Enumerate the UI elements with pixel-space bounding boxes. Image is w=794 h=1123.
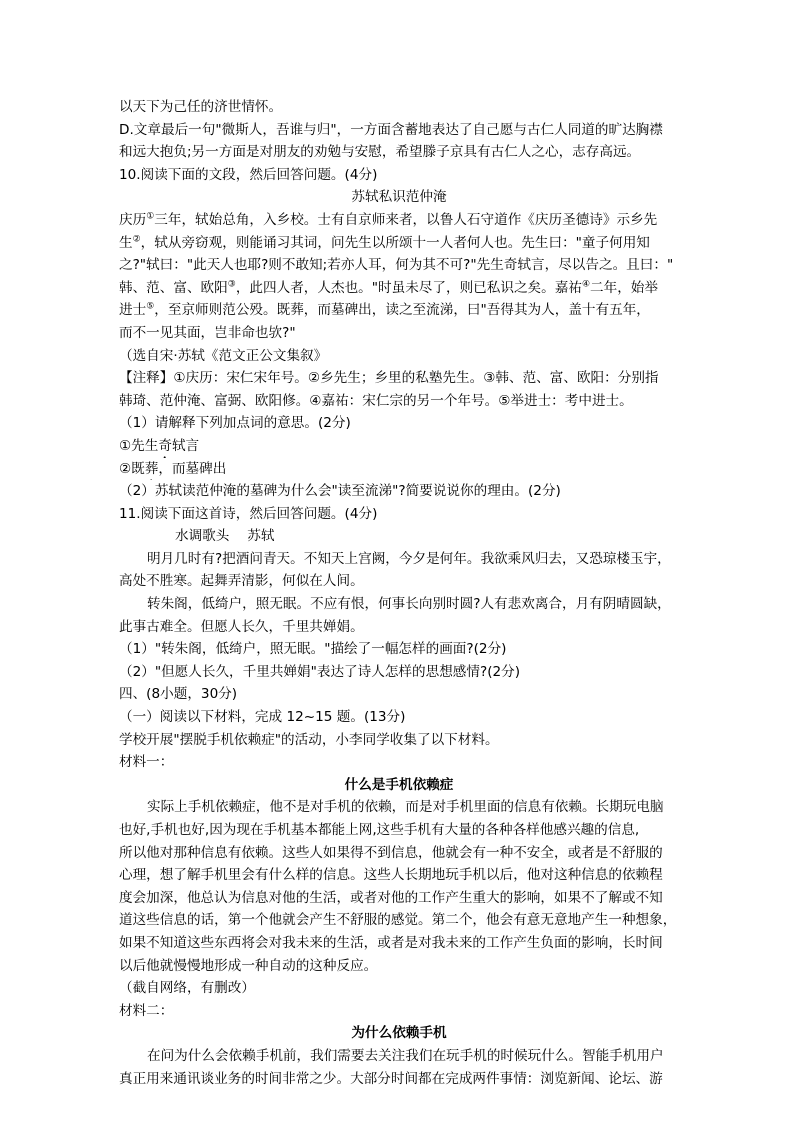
material-line: 道这些信息的话，第一个他就会产生不舒服的感觉。第二个，他会有意无意地产生一种想象， [119,912,677,929]
material-title: 为什么依赖手机 [351,1025,447,1042]
footnote-mark: ① [146,211,155,222]
material-line: 如果不知道这些东西将会对我未来的生活，或者是对我未来的工作产生负面的影响，长时间 [119,934,663,951]
text-line: 和远大抱负;另一方面是对朋友的劝勉与安慰，希望滕子京具有古仁人之心，志存高远。 [119,144,641,161]
material-label: 材料一： [119,754,174,771]
text-span: ，此四人者，人杰也。"时虽未尽了，则已私识之矣。嘉祐 [235,279,582,296]
text-span: 庆历 [119,211,147,228]
passage-line [119,209,679,232]
poem-line: 转朱阁，低绮户，照无眠。不应有恨，何事长向别时圆?人有悲欢离合，月有阴晴圆缺， [147,596,671,613]
footnote-mark: ③ [227,279,236,290]
text-span: ，至京师则范公殁。既葬，而墓碑出，读之至流涕，曰"吾得其为人，盖十有五年， [154,302,650,319]
text-line: 以天下为己任的济世情怀。 [119,99,283,115]
document-page [119,96,679,1090]
source-note: （选自宋·苏轼《范文正公文集叙》 [119,347,328,364]
poem-line: 高处不胜寒。起舞弄清影，何似在人间。 [119,573,364,590]
text-span: ②既 [119,460,145,477]
source-note: （截自网络，有删改） [119,980,255,997]
footnote-mark: ④ [581,279,591,290]
text-span: 生 [119,234,133,251]
text-line: D.文章最后一句"微斯人，吾谁与归"，一方面含蓄地表达了自己愿与古仁人同道的旷达胸襟 [119,121,663,138]
annotation-line: 韩琦、范仲淹、富弼、欧阳修。④嘉祐：宋仁宗的另一个年号。⑤举进士：考中进士。 [119,392,633,409]
sub-question-item [119,435,679,458]
sub-question: （2）苏轼读范仲淹的墓碑为什么会"读至流涕"?简要说说你的理由。(2分) [119,483,561,500]
poem-line: 此事古难全。但愿人长久，千里共婵娟。 [119,618,364,635]
passage-line [119,277,679,300]
sub-question: （1）请解释下列加点词的意思。(2分) [119,415,351,432]
material-line: 也好,手机也好,因为现在手机基本都能上网,这些手机有大量的各种各样他感兴趣的信息, [119,822,640,838]
material-line: 在问为什么会依赖手机前，我们需要去关注我们在玩手机的时候玩什么。智能手机用户 [147,1047,664,1064]
material-title: 什么是手机依赖症 [344,776,454,793]
text-span: 二年，始举 [590,279,658,296]
text-span: 韩、范、富、欧阳 [119,279,228,296]
material-line: 心理，想了解手机里会有什么样的信息。这些人长期地玩手机以后，他对这种信息的依赖程 [119,867,663,884]
sub-question: （2）"但愿人长久，千里共婵娟"表达了诗人怎样的思想感情?(2分) [119,663,521,680]
passage-line [119,299,679,322]
poem-line: 明月几时有?把酒问青天。不知天上宫阙，今夕是何年。我欲乘风归去，又恐琼楼玉宇， [147,550,671,567]
material-line: 度会加深，他总认为信息对他的生活，或者对他的工作产生重大的影响，如果不了解或不知 [119,889,663,906]
text-span: 进士 [119,302,147,319]
passage-line [119,232,679,255]
intro-line: 学校开展"摆脱手机依赖症"的活动，小李同学收集了以下材料。 [119,731,499,748]
passage-line: 之?"轼曰："此天人也耶?则不敢知;若亦人耳，何为其不可?"先生奇轼言，尽以告之。且曰：" [119,257,674,274]
text-span: 三年，轼始总角，入乡校。士有自京师来者，以鲁人石守道作《庆历圣德诗》示乡先 [154,211,658,228]
sub-question-item [119,458,679,481]
material-line: 真正用来通讯谈业务的时间非常之少。大部分时间都在完成两件事情：浏览新闻、论坛、游 [119,1070,663,1087]
footnote-mark: ② [132,234,141,245]
poem-title: 水调歌头 苏轼 [175,528,275,545]
text-span: 轼言 [171,437,200,454]
text-span: ，而墓碑出 [158,460,227,477]
annotation-line: 【注释】①庆历：宋仁宋年号。②乡先生；乡里的私塾先生。③韩、范、富、欧阳：分别指 [119,370,659,387]
passage-line: 而不一见其面，岂非命也欤?" [119,324,296,341]
question-10: 10.阅读下面的文段，然后回答问题。(4分) [119,166,378,183]
section-subheading: （一）阅读以下材料，完成 12~15 题。(13分) [119,709,406,726]
question-11: 11.阅读下面这首诗，然后回答问题。(4分) [119,505,378,522]
text-span: ，轼从旁窃观，则能诵习其词，问先生以所颂十一人者何人也。先生曰："童子何用知 [140,234,650,251]
dotted-word: 奇 [158,437,172,454]
passage-title: 苏轼私识范仲淹 [351,189,447,206]
footnote-mark: ⑤ [146,301,155,312]
material-line: 所以他对那种信息有依赖。这些人如果得不到信息，他就会有一种不安全，或者是不舒服的 [119,844,663,861]
text-span: ①先生 [119,437,159,454]
sub-question: （1）"转朱阁，低绮户，照无眠。"描绘了一幅怎样的画面?(2分) [119,641,507,658]
section-heading: 四、(8小题，30分) [119,686,238,703]
material-line: 以后他就慢慢地形成一种自动的这种反应。 [119,957,378,974]
material-label: 材料二： [119,1002,174,1019]
dotted-word: 葬 [144,460,159,477]
material-line: 实际上手机依赖症，他不是对手机的依赖，而是对手机里面的信息有依赖。长期玩电脑 [147,799,664,816]
